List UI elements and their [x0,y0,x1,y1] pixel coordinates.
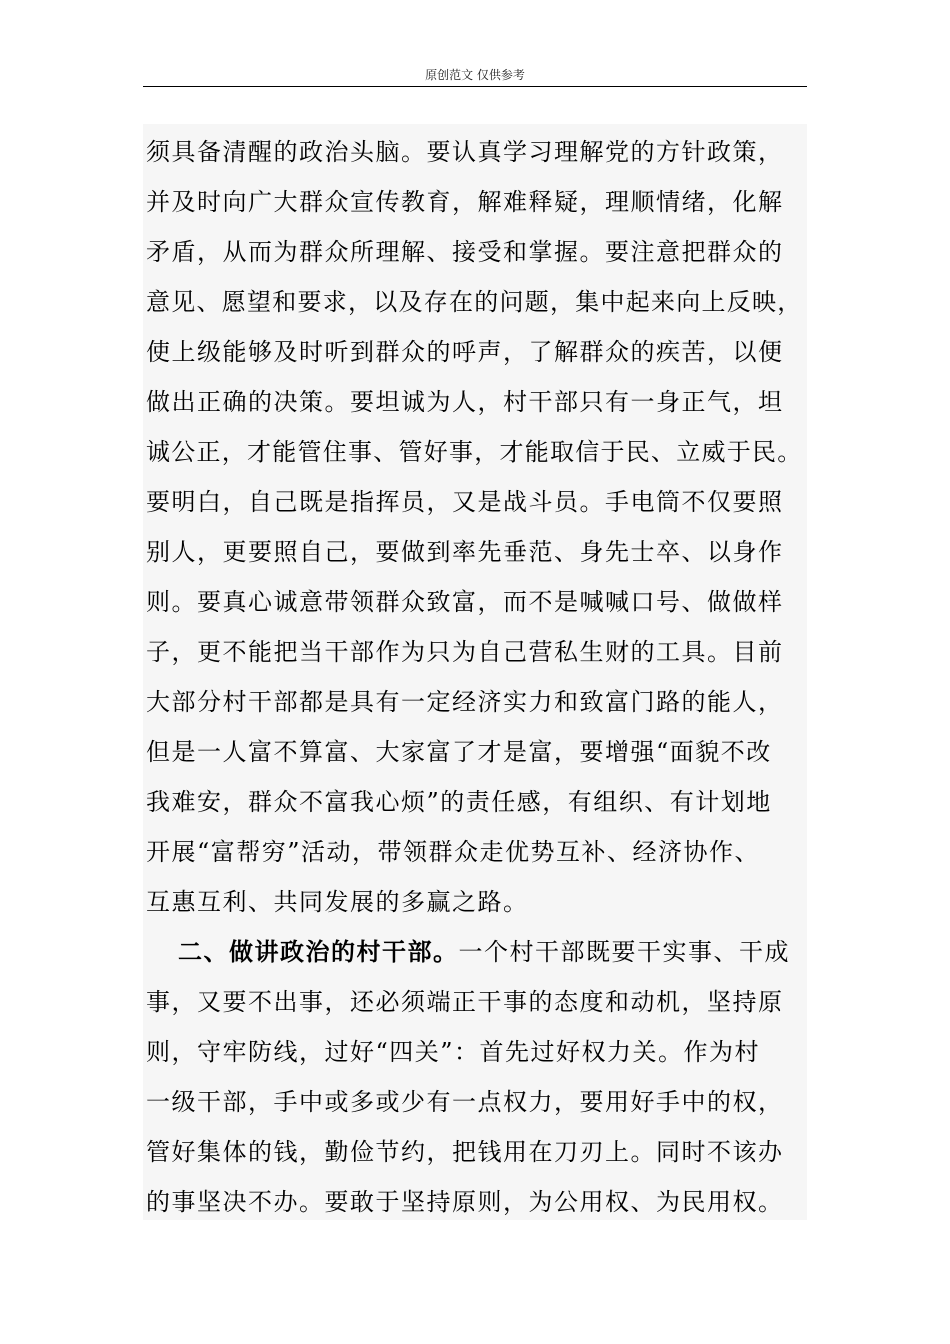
paragraph-line: 我难安，群众不富我心烦”的责任感，有组织、有计划地 [146,788,772,816]
section-first-line [178,927,808,977]
paragraph-line: 做出正确的决策。要坦诚为人，村干部只有一身正气，坦 [146,388,784,416]
paragraph-line: 别人，更要照自己，要做到率先垂范、身先士卒、以身作 [146,538,784,566]
paragraph-line: 但是一人富不算富、大家富了才是富，要增强“面貌不改 [146,738,772,766]
paragraph-line: 则，守牢防线，过好“四关”：首先过好权力关。作为村 [146,1038,761,1066]
paragraph-line: 事，又要不出事，还必须端正干事的态度和动机，坚持原 [146,988,784,1016]
page-header [143,66,807,87]
paragraph-line: 大部分村干部都是具有一定经济实力和致富门路的能人， [146,688,784,716]
paragraph-line: 意见、愿望和要求，以及存在的问题，集中起来向上反映， [146,288,803,316]
paragraph-line: 并及时向广大群众宣传教育，解难释疑，理顺情绪，化解 [146,188,784,216]
document-body [143,124,807,1220]
paragraph-line: 要明白，自己既是指挥员，又是战斗员。手电筒不仅要照 [146,488,784,516]
paragraph-line: 子，更不能把当干部作为只为自己营私生财的工具。目前 [146,638,784,666]
paragraph-line: 开展“富帮穷”活动，带领群众走优势互补、经济协作、 [146,838,761,866]
paragraph-line: 一级干部，手中或多或少有一点权力，要用好手中的权， [146,1088,784,1116]
paragraph-line: 的事坚决不办。要敢于坚持原则，为公用权、为民用权。 [146,1188,784,1216]
paragraph-line: 矛盾，从而为群众所理解、接受和掌握。要注意把群众的 [146,238,784,266]
paragraph-line: 管好集体的钱，勤俭节约，把钱用在刀刃上。同时不该办 [146,1138,784,1166]
paragraph-line: 互惠互利、共同发展的多赢之路。 [146,888,529,916]
section-heading: 二、做讲政治的村干部。 [178,937,459,966]
paragraph-line: 诚公正，才能管住事、管好事，才能取信于民、立威于民。 [146,438,803,466]
paragraph-line: 则。要真心诚意带领群众致富，而不是喊喊口号、做做样 [146,588,784,616]
paragraph-line: 使上级能够及时听到群众的呼声，了解群众的疾苦，以便 [146,338,784,366]
paragraph-line: 须具备清醒的政治头脑。要认真学习理解党的方针政策， [146,138,784,166]
header-text: 原创范文 仅供参考 [425,68,525,82]
section-first-line-text: 一个村干部既要干实事、干成 [458,938,790,966]
